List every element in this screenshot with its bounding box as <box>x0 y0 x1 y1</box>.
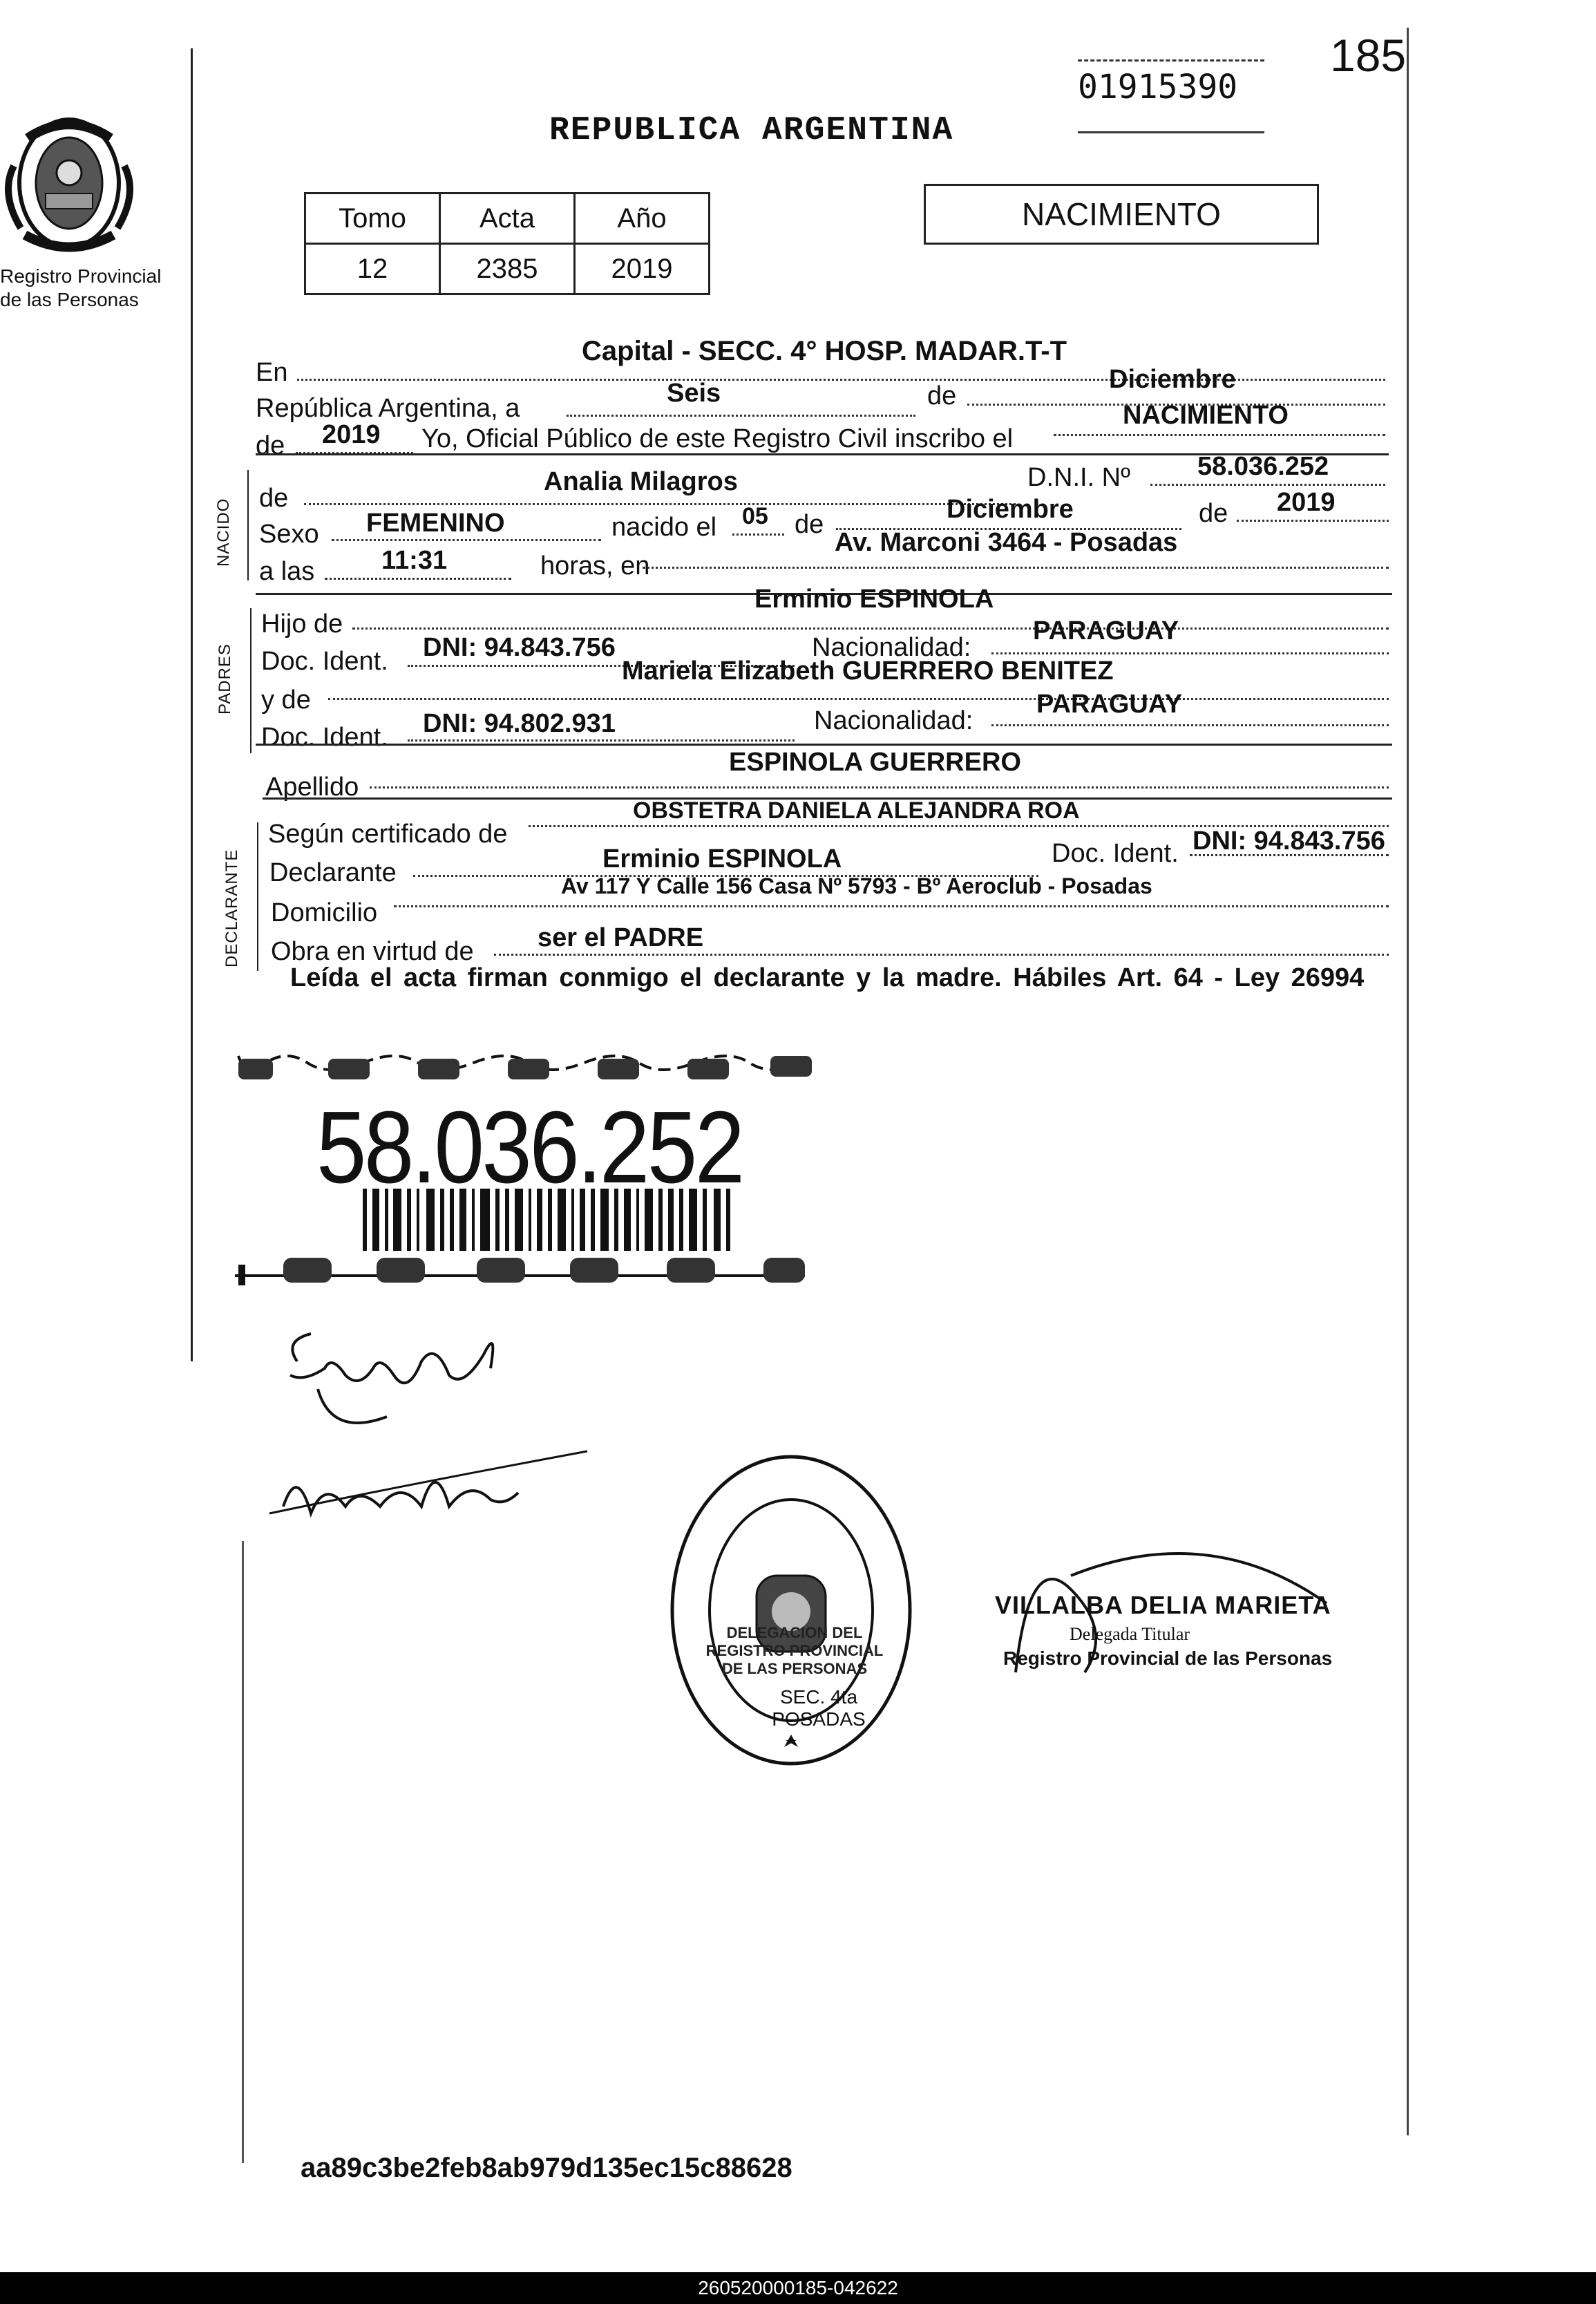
seal-inner-text: SEC. 4ta POSADAS <box>772 1686 866 1730</box>
sexo-dots <box>332 539 601 541</box>
nacido-de-label: de <box>259 484 289 513</box>
child-dni: 58.036.252 <box>1197 452 1329 481</box>
sexo-label: Sexo <box>259 520 319 549</box>
dni-label: D.N.I. Nº <box>1027 463 1130 492</box>
mother-name: Mariela Elizabeth GUERRERO BENITEZ <box>622 657 1114 686</box>
birth-place-dots <box>643 567 1389 569</box>
logo-caption-2: de las Personas <box>0 289 139 310</box>
birth-year-dots <box>1237 520 1389 522</box>
signature-madre <box>263 1437 594 1541</box>
domicilio-dots <box>394 905 1389 907</box>
nacido-bracket <box>247 470 249 580</box>
domicilio-value: Av 117 Y Calle 156 Casa Nº 5793 - Bº Aeroclub - Posadas <box>561 874 1152 898</box>
day-value: Seis <box>667 379 721 408</box>
birth-year: 2019 <box>1277 488 1336 517</box>
father-nationality: PARAGUAY <box>1033 616 1179 645</box>
birth-de-label-2: de <box>1199 499 1228 528</box>
table-value-anio: 2019 <box>575 244 710 294</box>
left-margin-line-lower <box>242 1541 244 2163</box>
sexo-value: FEMENINO <box>366 509 505 538</box>
nacido-side-label: NACIDO <box>214 498 233 567</box>
horas-label: horas, en <box>540 551 650 580</box>
serial-number: 01915390 <box>1078 68 1238 106</box>
year-value: 2019 <box>322 420 381 449</box>
declarante-doc-label: Doc. Ident. <box>1052 839 1179 868</box>
child-name: Analia Milagros <box>544 467 738 496</box>
official-role: Delegada Titular <box>1070 1624 1190 1644</box>
official-org: Registro Provincial de las Personas <box>1003 1647 1333 1669</box>
father-nationality-dots <box>991 652 1389 654</box>
table-value-tomo: 12 <box>305 244 440 294</box>
left-margin-line <box>191 48 193 1361</box>
serial-underline <box>1078 131 1264 133</box>
padres-side-label: PADRES <box>216 643 234 715</box>
document-hash: aa89c3be2feb8ab979d135ec15c88628 <box>301 2153 792 2183</box>
registry-table <box>304 192 710 295</box>
cert-value: OBSTETRA DANIELA ALEJANDRA ROA <box>633 797 1080 824</box>
table-header-anio: Año <box>575 193 710 244</box>
footer-code: 260520000185-042622 <box>0 2272 1596 2304</box>
mother-doc-label: Doc. Ident. <box>261 723 388 752</box>
declarante-label: Declarante <box>269 858 397 887</box>
father-doc-label: Doc. Ident. <box>261 647 388 676</box>
obra-label: Obra en virtud de <box>271 937 474 966</box>
obra-dots <box>494 954 1389 956</box>
declarante-side-label: DECLARANTE <box>222 849 241 967</box>
time-value: 11:31 <box>381 546 448 575</box>
birth-month: Diciembre <box>947 495 1074 524</box>
time-dots <box>325 578 511 580</box>
oficial-text: Yo, Oficial Público de este Registro Civil inscribo el <box>421 424 1014 453</box>
day-dots <box>567 415 915 417</box>
declarante-doc: DNI: 94.843.756 <box>1193 827 1385 856</box>
father-nationality-label: Nacionalidad: <box>812 633 971 662</box>
inscription-dots <box>1054 434 1385 436</box>
apellido-value: ESPINOLA GUERRERO <box>729 748 1021 777</box>
mother-nationality-dots <box>991 724 1389 726</box>
record-type-box: NACIMIENTO <box>924 184 1319 245</box>
place-value: Capital - SECC. 4° HOSP. MADAR.T-T <box>582 336 1067 366</box>
declarante-value: Erminio ESPINOLA <box>602 844 842 874</box>
right-margin-line <box>1407 28 1409 2135</box>
table-header-acta: Acta <box>440 193 575 244</box>
nacido-el-label: nacido el <box>611 513 717 542</box>
sticker-number: 58.036.252 <box>316 1090 743 1205</box>
birth-de-label: de <box>795 510 824 539</box>
province-emblem <box>0 111 138 256</box>
en-label: En <box>256 358 288 387</box>
apellido-dots <box>370 786 1389 789</box>
signature-declarante <box>276 1313 525 1451</box>
mother-name-dots <box>328 698 1389 700</box>
obra-value: ser el PADRE <box>538 923 704 952</box>
yde-label: y de <box>261 686 311 715</box>
alas-label: a las <box>259 557 315 586</box>
mother-doc: DNI: 94.802.931 <box>423 709 616 738</box>
inscription-value: NACIMIENTO <box>1123 401 1289 430</box>
name-dots <box>304 503 1016 505</box>
dashed-line <box>1078 59 1264 62</box>
dni-dots <box>1150 484 1385 486</box>
apellido-label: Apellido <box>265 773 359 802</box>
father-name-dots <box>352 627 1389 630</box>
table-value-acta: 2385 <box>440 244 575 294</box>
birth-day: 05 <box>742 503 768 529</box>
declarante-bracket <box>257 822 258 971</box>
de-label: de <box>927 381 957 410</box>
closing-text: Leída el acta firman conmigo el declarante y la madre. Hábiles Art. 64 - Ley 26994 <box>290 963 1365 992</box>
document-title: REPUBLICA ARGENTINA <box>549 112 954 149</box>
table-header-tomo: Tomo <box>305 193 440 244</box>
republica-label: República Argentina, a <box>256 394 520 423</box>
domicilio-label: Domicilio <box>271 898 378 927</box>
father-name: Erminio ESPINOLA <box>754 585 994 614</box>
section-rule-3 <box>256 744 1392 746</box>
logo-caption-1: Registro Provincial <box>0 265 162 287</box>
mother-doc-dots <box>408 739 795 742</box>
birth-day-dots <box>732 533 784 536</box>
de2-label: de <box>256 431 285 460</box>
father-doc: DNI: 94.843.756 <box>423 633 616 662</box>
official-name: VILLALBA DELIA MARIETA <box>995 1591 1331 1619</box>
mother-nationality: PARAGUAY <box>1036 690 1183 719</box>
cert-label: Según certificado de <box>268 820 508 849</box>
birth-place: Av. Marconi 3464 - Posadas <box>835 528 1178 557</box>
mother-nationality-label: Nacionalidad: <box>814 706 973 735</box>
month-value: Diciembre <box>1109 365 1236 394</box>
page-number: 185 <box>1330 30 1407 81</box>
seal-ring-text: DELEGACION DEL REGISTRO PROVINCIAL DE LAS PERSONAS <box>705 1624 884 1677</box>
padres-bracket <box>250 608 251 753</box>
hijo-de-label: Hijo de <box>261 610 343 639</box>
